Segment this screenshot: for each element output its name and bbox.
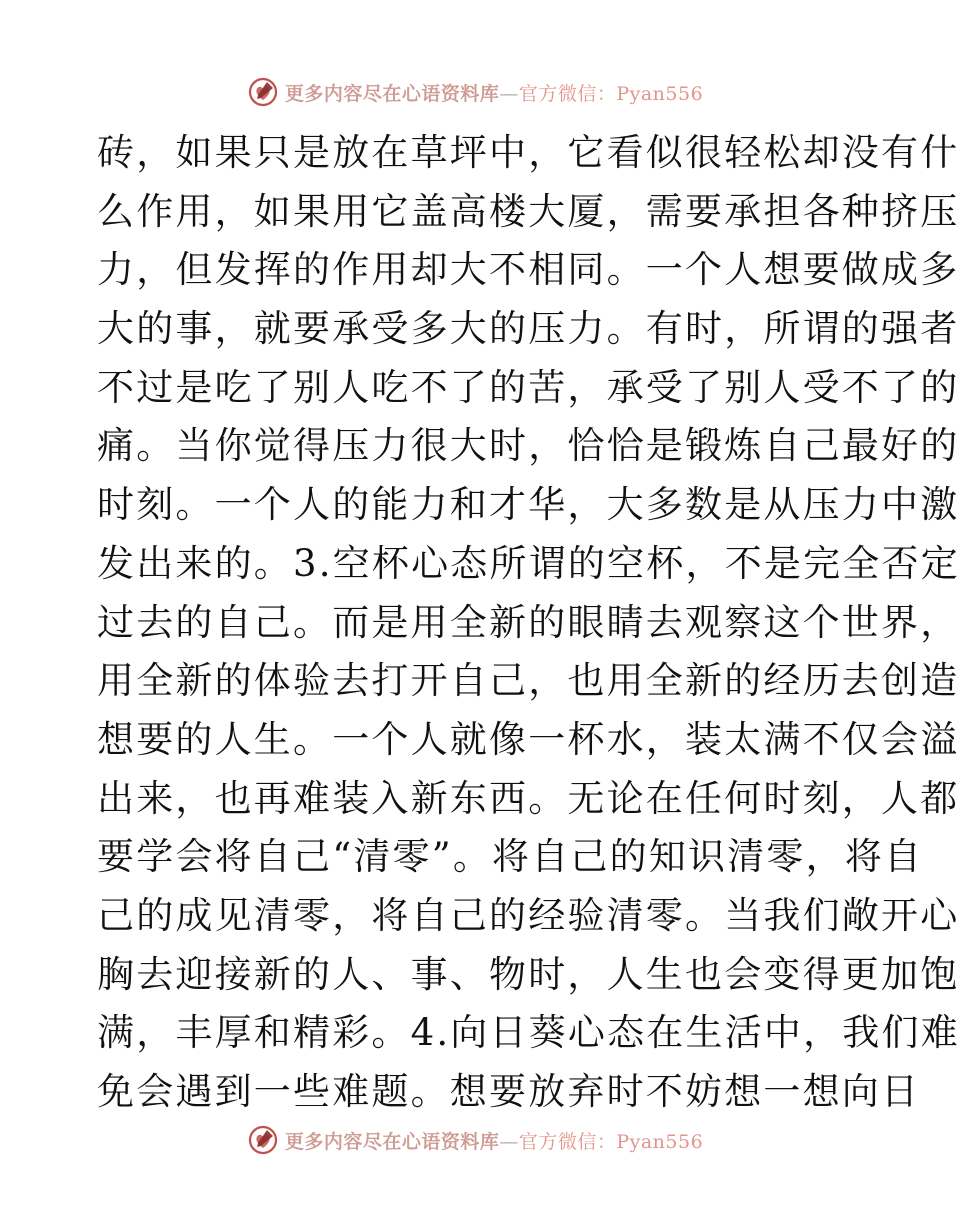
watermark-text — [285, 79, 703, 106]
text-line: 不过是吃了别人吃不了的苦，承受了别人受不了的 — [97, 365, 960, 409]
text-line: 么作用，如果用它盖高楼大厦，需要承担各种挤压 — [97, 189, 960, 233]
watermark-brand: 更多内容尽在心语资料库 — [284, 82, 500, 105]
document-body — [97, 124, 960, 1122]
watermark-wechat: 官方微信：Pyan556 — [518, 82, 704, 105]
text-line: 过去的自己。而是用全新的眼睛去观察这个世界， — [97, 600, 960, 644]
footer-watermark — [0, 1120, 950, 1160]
text-line: 大的事，就要承受多大的压力。有时，所谓的强者 — [97, 307, 960, 351]
watermark-separator: — — [499, 82, 519, 105]
text-line: 出来，也再难装入新东西。无论在任何时刻，人都 — [97, 776, 960, 820]
text-line: 发出来的。3.空杯心态所谓的空杯，不是完全否定 — [97, 541, 960, 585]
text-line: 满，丰厚和精彩。4.向日葵心态在生活中，我们难 — [97, 1011, 960, 1055]
text-line: 用全新的体验去打开自己，也用全新的经历去创造 — [97, 659, 960, 703]
watermark-brand: 更多内容尽在心语资料库 — [284, 1130, 500, 1153]
watermark-text — [285, 1127, 703, 1154]
watermark-separator: — — [499, 1130, 519, 1153]
text-line: 己的成见清零，将自己的经验清零。当我们敞开心 — [97, 893, 960, 937]
heart-pen-logo-icon — [247, 1124, 279, 1156]
text-line: 力，但发挥的作用却大不相同。一个人想要做成多 — [97, 248, 960, 292]
text-line: 要学会将自己“清零”。将自己的知识清零，将自 — [97, 835, 924, 879]
text-line: 胸去迎接新的人、事、物时，人生也会变得更加饱 — [97, 952, 960, 996]
header-watermark — [0, 72, 950, 112]
text-line: 想要的人生。一个人就像一杯水，装太满不仅会溢 — [97, 717, 960, 761]
heart-pen-logo-icon — [247, 76, 279, 108]
watermark-wechat: 官方微信：Pyan556 — [518, 1130, 704, 1153]
text-line: 砖，如果只是放在草坪中，它看似很轻松却没有什 — [97, 131, 960, 174]
text-line: 痛。当你觉得压力很大时，恰恰是锻炼自己最好的 — [97, 424, 960, 468]
text-line: 免会遇到一些难题。想要放弃时不妨想一想向日 — [97, 1070, 921, 1113]
text-line: 时刻。一个人的能力和才华，大多数是从压力中激 — [97, 483, 960, 527]
